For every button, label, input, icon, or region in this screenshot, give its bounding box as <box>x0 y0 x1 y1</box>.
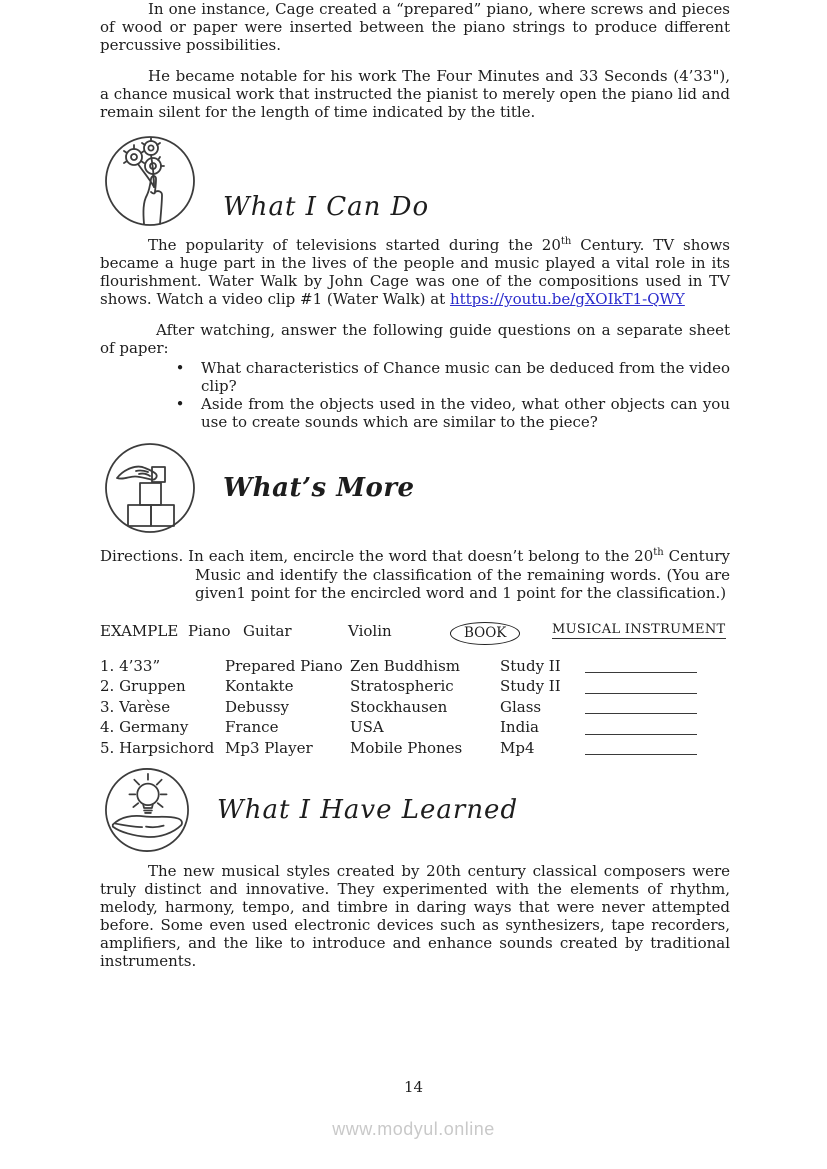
table-cell: Mp4 <box>500 738 535 757</box>
video-link[interactable]: https://youtu.be/gXOIkT1-QWY <box>449 290 685 308</box>
bullet-icon: • <box>175 395 185 413</box>
table-cell: Zen Buddhism <box>350 656 460 675</box>
list-item <box>175 395 730 431</box>
paragraph-summary: The new musical styles created by 20th century classical composers were truly distinct and innovative. They experimented with the elements of rhythm, melody, harmony, tempo, and timbre in daring ways that were never attempted before. Some even used electronic devices such as synthesizers, tape recorders, amplifiers, and the like to introduce and enhance sounds created by traditional instruments. <box>100 862 730 971</box>
table-cell: Prepared Piano <box>225 656 343 675</box>
table-row <box>100 656 730 677</box>
table-cell: France <box>225 718 279 737</box>
table-row <box>100 697 730 718</box>
section-title-whats-more: What’s More <box>223 473 415 503</box>
intro-text-before: The popularity of televisions started during the 20 <box>148 236 561 254</box>
list-item <box>175 359 730 395</box>
table-row <box>100 738 730 759</box>
table-cell: 1. 4’33” <box>100 656 161 675</box>
directions-label: Directions. <box>100 547 184 565</box>
answer-blank <box>585 698 697 714</box>
table-cell: Stratospheric <box>350 677 454 696</box>
table-cell: 5. Harpsichord <box>100 738 215 757</box>
answer-blank <box>585 719 697 735</box>
table-cell: 3. Varèse <box>100 697 171 716</box>
table-cell: Kontakte <box>225 677 294 696</box>
table-cell: Mp3 Player <box>225 738 313 757</box>
intro-text-after: Century. TV shows became a huge part in the lives of the people and music played a vital role in its flourishment. Water Walk by John Cage was one of the compositions used in TV shows. Watch a video clip #1 (Water Walk) at <box>100 236 730 308</box>
directions-text <box>100 547 730 603</box>
table-row <box>100 717 730 738</box>
section-header-whats-more <box>103 441 730 535</box>
section-title-what-i-can-do: What I Can Do <box>223 192 430 222</box>
directions-after: Century Music and identify the classification of the remaining words. (You are given1 point for the encircled word and 1 point for the classification.) <box>195 547 731 602</box>
table-cell: India <box>500 718 539 737</box>
bullet-icon: • <box>175 359 185 377</box>
example-word: Violin <box>348 621 392 640</box>
ordinal-superscript: th <box>653 547 664 558</box>
table-cell: 2. Gruppen <box>100 677 186 696</box>
guide-questions-list <box>100 359 730 431</box>
table-cell: Debussy <box>225 697 290 716</box>
ordinal-superscript: th <box>560 236 572 247</box>
guide-question: What characteristics of Chance music can be deduced from the video clip? <box>201 359 730 395</box>
table-cell: Study II <box>500 677 561 696</box>
section-header-what-i-have-learned <box>103 766 730 854</box>
encircled-word: BOOK <box>450 622 520 645</box>
table-row <box>100 676 730 697</box>
page-number: 14 <box>403 1078 424 1096</box>
directions-before: In each item, encircle the word that doesn’t belong to the 20 <box>183 547 654 565</box>
section-header-what-i-can-do <box>103 134 730 228</box>
paragraph-tv-popularity <box>100 236 730 308</box>
example-label: EXAMPLE <box>100 621 179 640</box>
paragraph-four-minutes: He became notable for his work The Four Minutes and 33 Seconds (4’33"), a chance musical work that instructed the pianist to merely open the piano lid and remain silent for the length of time indicated by the title. <box>100 67 730 121</box>
example-row <box>100 620 730 646</box>
table-cell: Glass <box>500 697 542 716</box>
answer-blank <box>585 678 697 694</box>
example-word: Piano <box>188 621 231 640</box>
watermark: www.modyul.online <box>332 1119 495 1139</box>
paragraph-prepared-piano: In one instance, Cage created a “prepared” piano, where screws and pieces of wood or paper were inserted between the piano strings to produce different percussive possibilities. <box>100 0 730 54</box>
answer-blank <box>585 657 697 673</box>
odd-word-table <box>100 656 730 759</box>
table-cell: 4. Germany <box>100 718 189 737</box>
example-classification: MUSICAL INSTRUMENT <box>552 621 726 637</box>
guide-question: Aside from the objects used in the video, what other objects can you use to create sounds which are similar to the piece? <box>201 395 730 431</box>
table-cell: Stockhausen <box>350 697 448 716</box>
example-word: Guitar <box>243 621 292 640</box>
table-cell: USA <box>350 718 384 737</box>
page-content <box>100 0 730 983</box>
answer-blank <box>585 739 697 755</box>
section-title-what-i-have-learned: What I Have Learned <box>217 795 519 826</box>
hand-holding-flowers-icon <box>103 134 197 228</box>
table-cell: Mobile Phones <box>350 738 463 757</box>
after-watching-instruction: After watching, answer the following guide questions on a separate sheet of paper: <box>100 321 730 357</box>
hand-stacking-blocks-icon <box>103 441 197 535</box>
table-cell: Study II <box>500 656 561 675</box>
lightbulb-in-palm-icon <box>103 766 191 854</box>
